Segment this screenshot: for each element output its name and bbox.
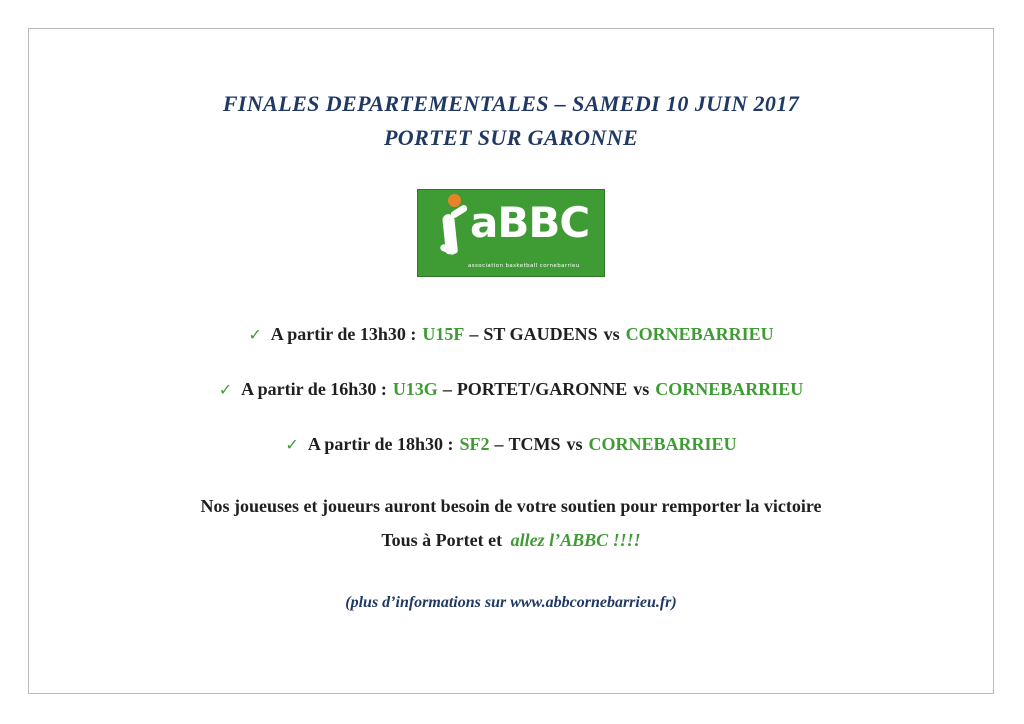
- match-home-team: CORNEBARRIEU: [588, 434, 737, 455]
- match-vs: vs: [603, 324, 620, 345]
- match-opponent: PORTET/GARONNE: [456, 379, 628, 400]
- support-message: [29, 489, 993, 557]
- match-dash: –: [494, 434, 504, 455]
- match-vs: vs: [566, 434, 583, 455]
- check-icon: ✓: [218, 380, 233, 400]
- match-time: A partir de 16h30 :: [241, 379, 387, 400]
- title-block: [29, 87, 993, 155]
- match-category: SF2: [459, 434, 490, 455]
- match-list: [29, 324, 993, 455]
- match-vs: vs: [633, 379, 650, 400]
- support-line-2: [29, 523, 993, 557]
- match-dash: –: [469, 324, 479, 345]
- check-icon: ✓: [285, 435, 299, 455]
- match-time: A partir de 13h30 :: [270, 324, 417, 345]
- support-line-2-accent: allez l’ABBC !!!!: [510, 530, 641, 551]
- match-opponent: ST GAUDENS: [483, 324, 598, 345]
- page-title-line-2: PORTET SUR GARONNE: [383, 125, 639, 151]
- match-home-team: CORNEBARRIEU: [655, 379, 804, 400]
- flyer-page: [28, 28, 994, 694]
- support-line-2-text: Tous à Portet et: [381, 530, 503, 551]
- match-time: A partir de 18h30 :: [307, 434, 454, 455]
- check-icon: ✓: [248, 325, 262, 345]
- logo-text: aBBC: [470, 198, 590, 248]
- match-category: U13G: [392, 379, 438, 400]
- match-category: U15F: [422, 324, 465, 345]
- basketball-player-icon: [434, 200, 470, 260]
- list-item: [29, 434, 993, 455]
- list-item: [29, 379, 993, 400]
- match-opponent: TCMS: [508, 434, 561, 455]
- abbc-logo: [417, 189, 605, 277]
- match-home-team: CORNEBARRIEU: [625, 324, 774, 345]
- logo-subtitle: association basketball cornebarrieu: [468, 263, 580, 270]
- list-item: [29, 324, 993, 345]
- page-title-line-1: FINALES DEPARTEMENTALES – SAMEDI 10 JUIN 2017: [222, 91, 800, 116]
- more-info-text: (plus d’informations sur www.abbcornebarrieu.fr): [345, 593, 677, 611]
- logo-container: [29, 189, 993, 282]
- match-dash: –: [442, 379, 452, 400]
- support-line-1: Nos joueuses et joueurs auront besoin de votre soutien pour remporter la victoire: [200, 496, 822, 517]
